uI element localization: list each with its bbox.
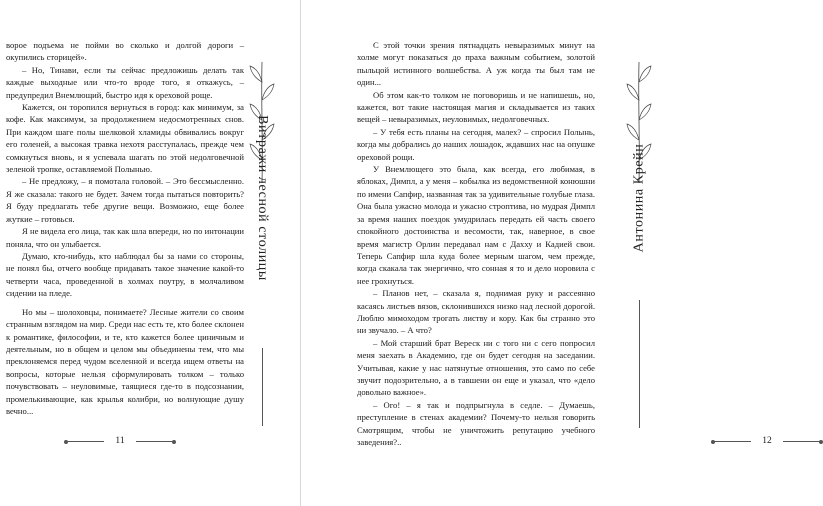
paragraph: Об этом как-то толком не поговоришь и не напишешь, но, кажется, вот такие настоящая магия и складывается из таких вещей – невыразимых, неуловимых, недолговечных.	[357, 89, 595, 125]
paragraph: ворое подъема не пойми во сколько и долгой дороги – окупились сторицей».	[6, 40, 244, 63]
paragraph: – Мой старший брат Вереск ни с того ни с сего попросил меня заехать в Академию, где он будет сегодня на заседании. Учитывая, какие у нас натянутые отношения, это само по себе звучит подозрительно, а в тавшени он еще и указал, что «дело довольно важное».	[357, 337, 595, 398]
left-page	[0, 0, 300, 506]
paragraph: Кажется, он торопился вернуться в город: как минимум, за кофе. Как максимум, за продолжением недосмотренных снов. При каждом шаге полы шелковой хламиды обвивались вокруг его голеней, а высокая травка нехотя расступалась, прежде чем сомкнуться вновь, и я успевала шагать по этой недолговечной зеленой тропке, оставляемой Полынью.	[6, 102, 244, 175]
paragraph: – Планов нет, – сказала я, поднимая руку и рассеянно касаясь листьев вязов, склонившихся низко над лесной дорогой. Люблю мимоходом трогать листву и кору. Как бы странно это ни звучало. – А что?	[357, 288, 595, 336]
paragraph: С этой точки зрения пятнадцать невыразимых минут на холме могут показаться до праха важным событием, золотой пыльцой истинного волшебства. А уж когда ты был там не один...	[357, 40, 595, 88]
page-number-ornament-left	[66, 441, 104, 442]
paragraph: У Внемлющего это была, как всегда, его любимая, в яблоках, Димпл, а у меня – кобылка из ведомственной конюшни по имени Сапфир, названная так за удивительные голубые глаза. Она была ужасно молода и ужасно строптива, но мудрая Димпл за время наших поездок умудрилась передать ей часть своего спокойного достоинства и весомости, так, наверное, в свое время магистр Орлин передавал нам с Дахху и Кадией свои. Теперь Сапфир шла куда более мерным шагом, чем прежде, когда скакала так энергично, что сонная я то и дело норовила с нее грохнуться.	[357, 164, 595, 286]
vertical-rule	[639, 300, 640, 428]
paragraph: – У тебя есть планы на сегодня, малех? – спросил Полынь, когда мы добрались до наших лошадок, ждавших нас на опушке ореховой рощи.	[357, 126, 595, 162]
paragraph: – Не предложу, – я помотала головой. – Это бессмысленно. Я же сказала: такого не будет. Зачем тогда пытаться повторить? Я буду предлагать тебе другие вещи. Возможно, еще более жуткие – готовься.	[6, 176, 244, 224]
right-page-text	[357, 39, 595, 448]
page-number-ornament-right	[783, 441, 821, 442]
running-title: Витражи лесной столицы	[255, 115, 271, 281]
page-number-ornament-right	[136, 441, 174, 442]
paragraph: – Но, Тинави, если ты сейчас предложишь делать так каждые выходные или что-то вроде того, я откажусь, – предупредил Внемлющий, быстро идя к ореховой роще.	[6, 64, 244, 100]
paragraph: – Ого! – я так и подпрыгнула в седле. – Думаешь, преступление в стенах академии? Почему-то нельзя говорить Смотрящим, чтобы не уничтожить репутацию учебного заведения?..	[357, 399, 595, 447]
paragraph: Думаю, кто-нибудь, кто наблюдал бы за нами со стороны, не понял бы, отчего вообще придавать такое значение какой-то четверти часа, проведенной в холмах поутру, в молчаливом сидении на пледе.	[6, 250, 244, 299]
paragraph: Но мы – шолоховцы, понимаете? Лесные жители со своим странным взглядом на мир. Среди нас есть те, кто более склонен к романтике, философии, и те, кто кажется более циничным и деятельным, но в общем и целом мы объединены тем, что мы преклоняемся перед чудом вселенной и всегда ищем ответы на вопросы, которые нельзя сформулировать толком – только почувствовать – неуловимые, таящиеся где-то в подсознании, промелькивающие, как крылья колибри, но волнующие душу вечно...	[6, 306, 244, 416]
author-name: Антонина Крейн	[631, 143, 647, 253]
page-number-ornament-left	[713, 441, 751, 442]
page-number: 11	[115, 436, 125, 446]
running-title-container	[254, 48, 270, 348]
page-number: 12	[762, 436, 772, 446]
left-page-text	[6, 39, 244, 417]
vertical-rule	[262, 348, 263, 426]
right-page	[300, 0, 772, 506]
paragraph: Я не видела его лица, так как шла впереди, но по интонации поняла, что он улыбается.	[6, 226, 244, 249]
